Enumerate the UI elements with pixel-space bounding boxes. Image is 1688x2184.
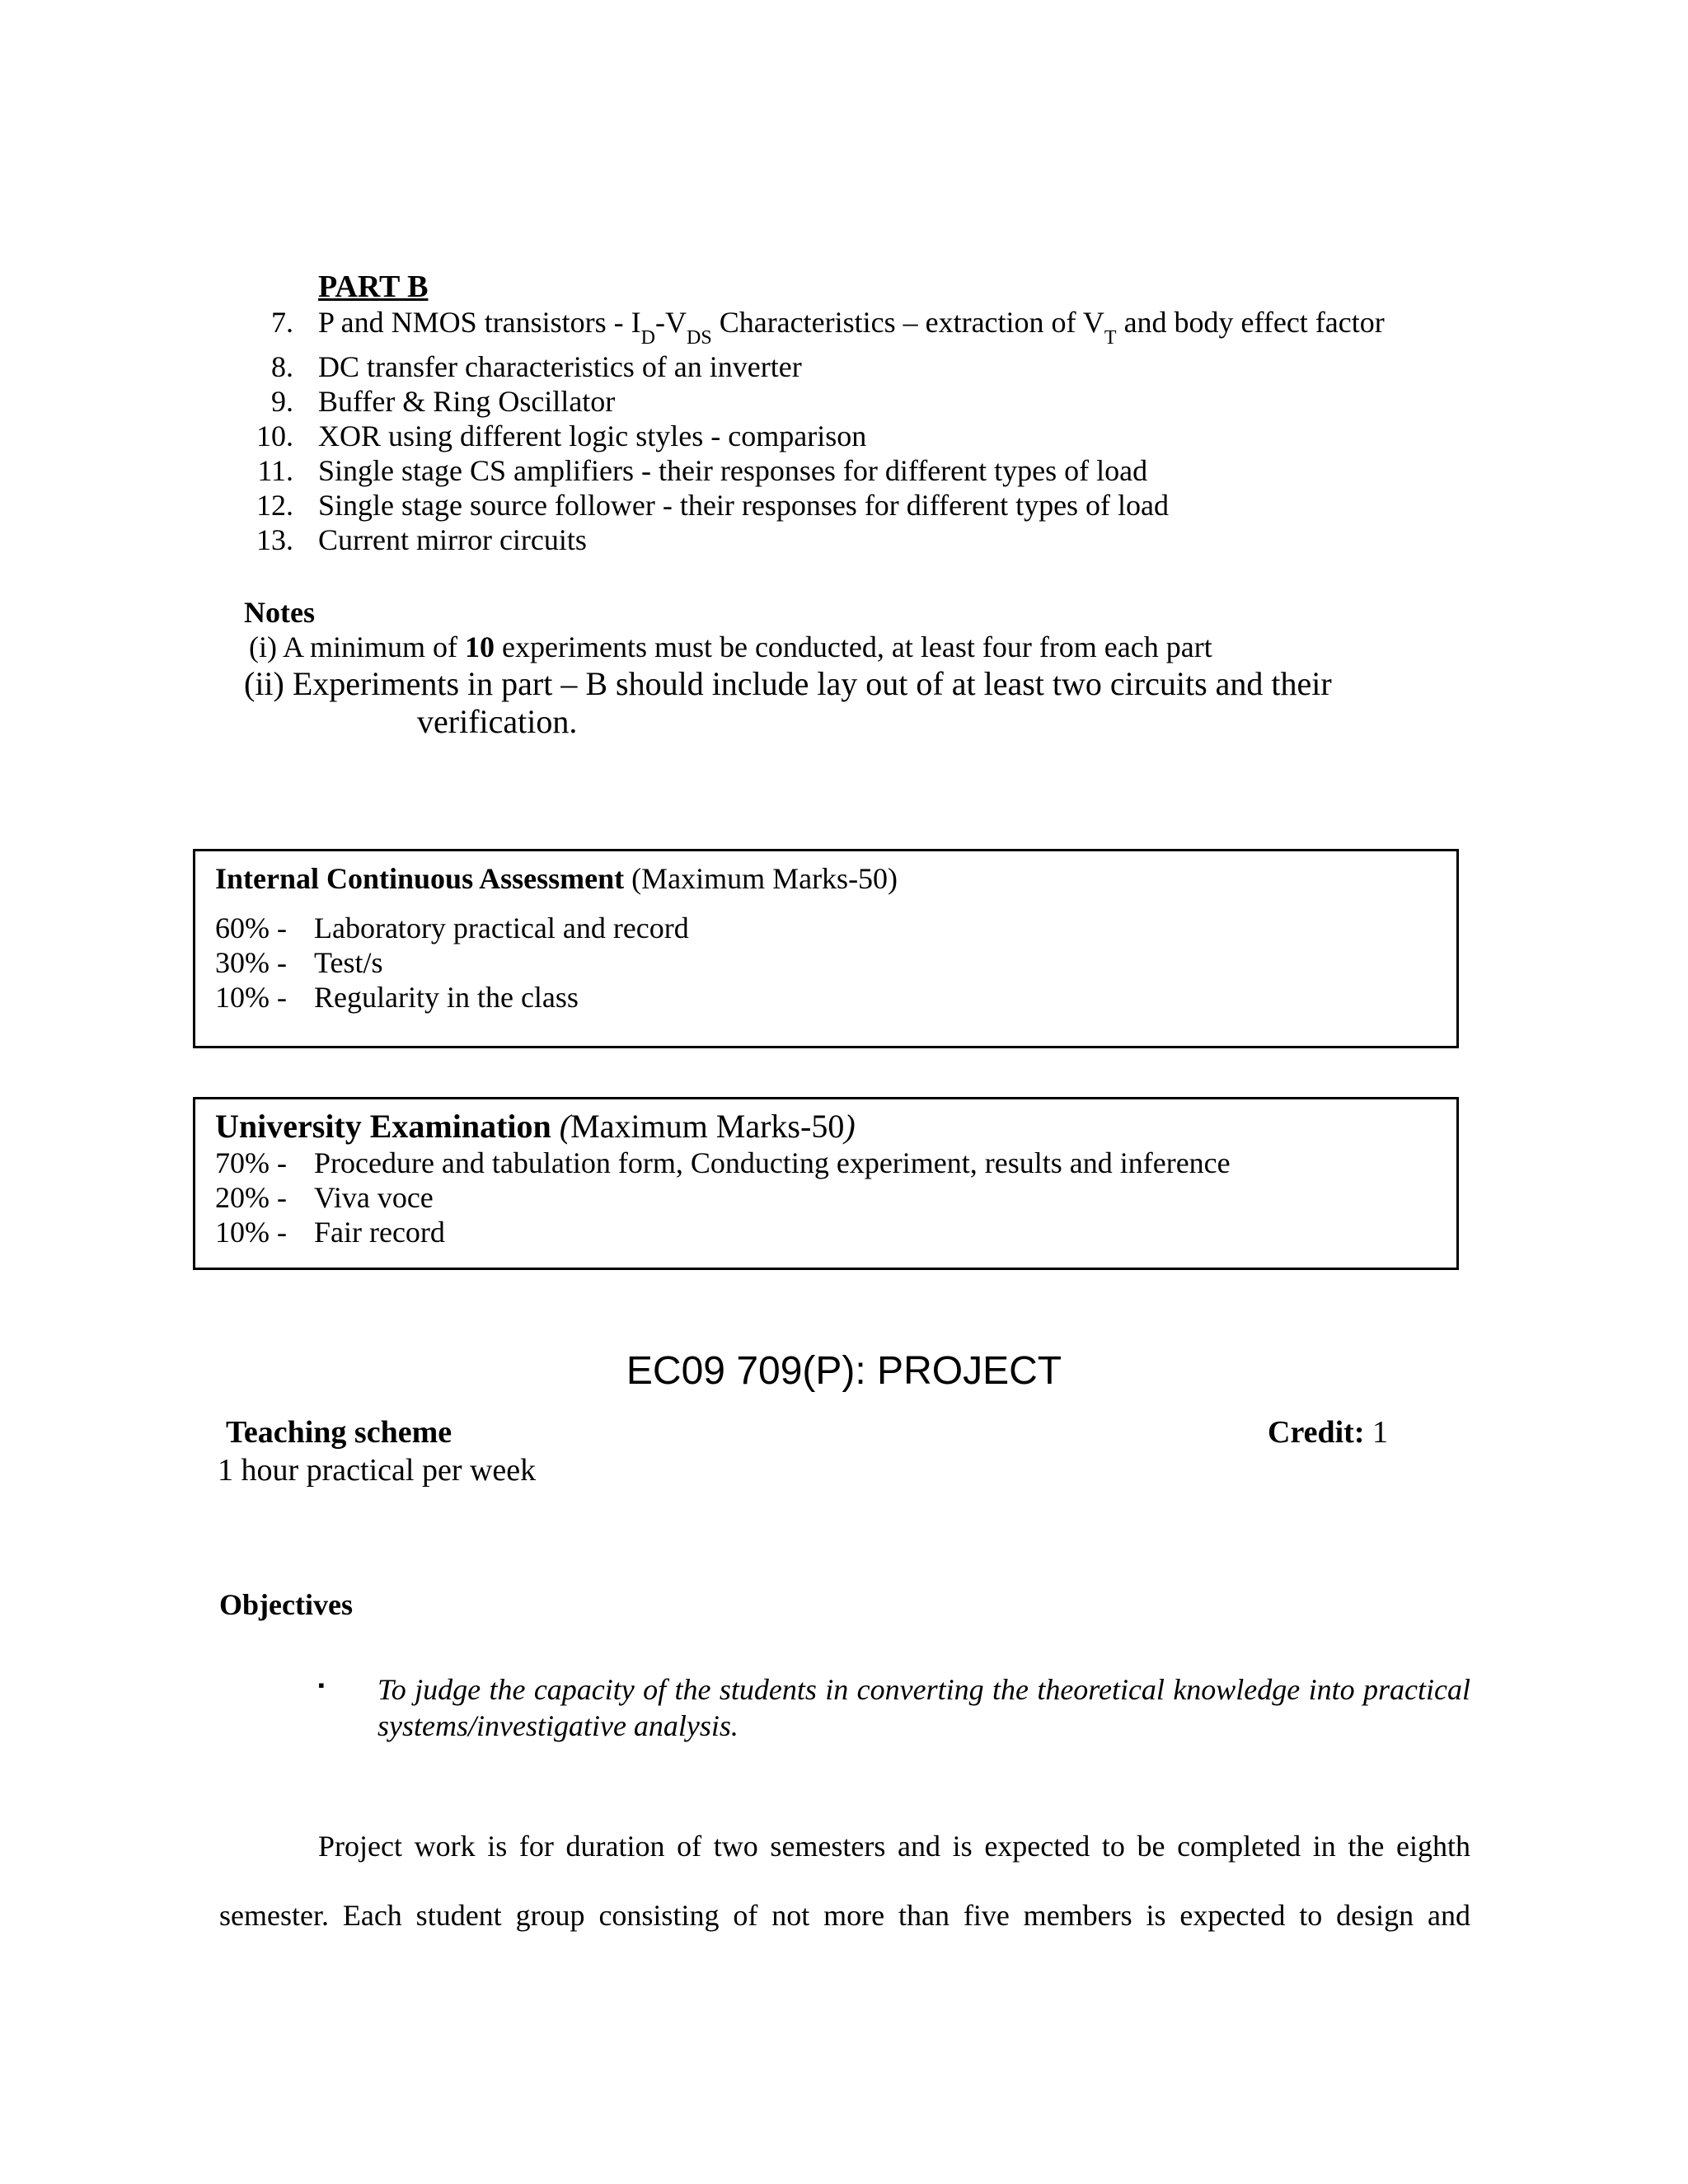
objective-item: To judge the capacity of the students in converting the theoretical knowledge into practical systems/investigative analysis. — [377, 1673, 1470, 1742]
credit: Credit: 1 — [1268, 1415, 1388, 1450]
internal-assessment-box: Internal Continuous Assessment (Maximum Marks-50) 60% - Laboratory practical and record 30% - Test/s 10% - Regularity in the class — [193, 849, 1459, 1048]
experiment-text: Current mirror circuits — [318, 523, 587, 556]
part-b-heading: PART B — [318, 269, 429, 304]
teaching-scheme-label: Teaching scheme — [226, 1415, 452, 1450]
experiment-text: Single stage source follower - their responses for different types of load — [318, 489, 1170, 522]
experiment-text: XOR using different logic styles - comparison — [318, 419, 867, 452]
experiment-text: DC transfer characteristics of an inverter — [318, 350, 802, 383]
note-2: (ii) Experiments in part – B should include lay out of at least two circuits and their — [244, 665, 1332, 702]
experiment-number: 13. — [256, 523, 293, 556]
teaching-scheme-value: 1 hour practical per week — [218, 1453, 537, 1488]
university-exam-box: University Examination (Maximum Marks-50) 70% - Procedure and tabulation form, Conducting experiment, results and inference 20% - Viva voce 10% - Fair record — [193, 1097, 1459, 1270]
university-exam-title: University Examination (Maximum Marks-50) — [215, 1108, 856, 1145]
experiment-number: 10. — [256, 419, 293, 452]
note-1-count: 10 — [465, 630, 495, 663]
square-bullet-icon: ▪ — [318, 1675, 325, 1695]
project-paragraph-line-1: Project work is for duration of two semesters and is expected to be completed in the eighth — [318, 1830, 1470, 1863]
internal-assessment-title: Internal Continuous Assessment (Maximum Marks-50) — [215, 862, 898, 895]
experiment-number: 12. — [256, 489, 293, 522]
experiment-number: 8. — [271, 350, 293, 383]
experiment-number: 7. — [271, 306, 293, 339]
experiment-number: 9. — [271, 385, 293, 418]
objectives-heading: Objectives — [219, 1588, 353, 1621]
experiment-text: Buffer & Ring Oscillator — [318, 385, 616, 418]
credit-value: 1 — [1364, 1415, 1388, 1450]
notes-heading: Notes — [244, 596, 315, 629]
experiment-text: Single stage CS amplifiers - their responses for different types of load — [318, 454, 1148, 487]
project-paragraph-line-2: semester. Each student group consisting of not more than five members is expected to design and — [219, 1899, 1470, 1932]
experiment-number: 11. — [257, 454, 293, 487]
note-1: (i) A minimum of 10 experiments must be conducted, at least four from each part — [249, 630, 1212, 663]
note-2-continued: verification. — [417, 703, 578, 740]
project-title: EC09 709(P): PROJECT — [626, 1349, 1062, 1393]
experiment-text: P and NMOS transistors - $I_D-V_{DS}$ Characteristics – extraction of $V_T$ and body effect factor — [318, 306, 1385, 349]
